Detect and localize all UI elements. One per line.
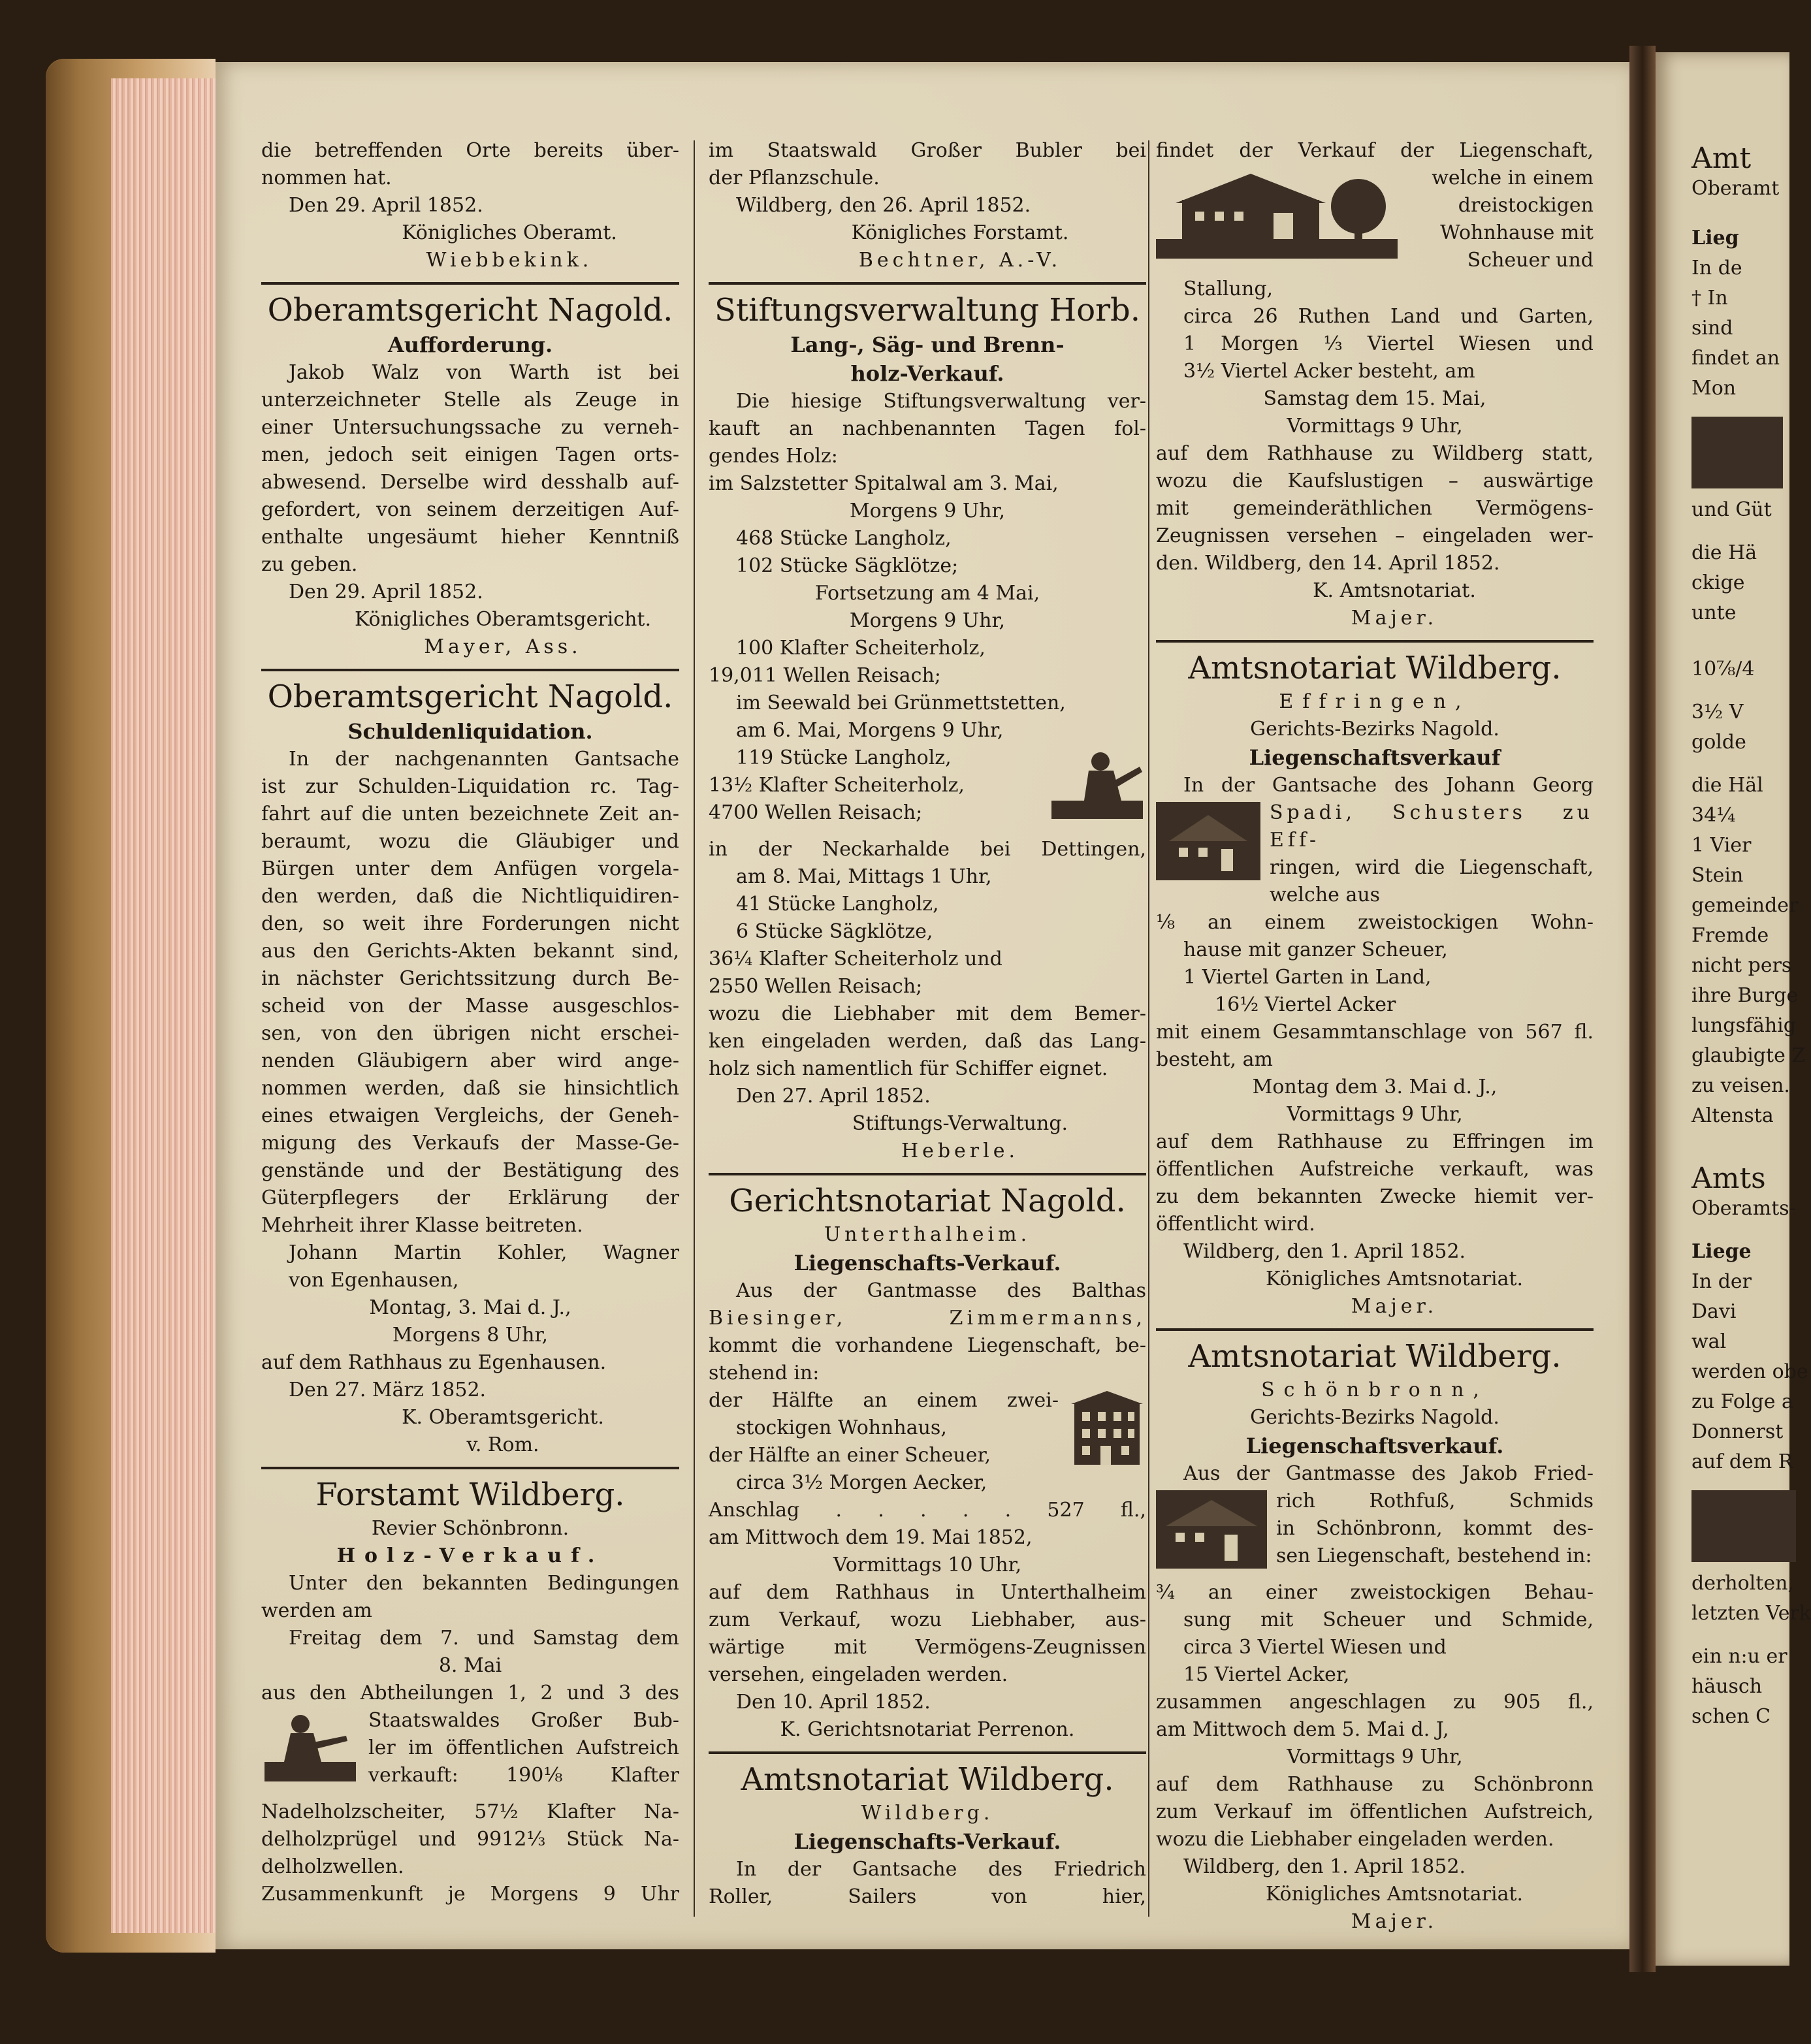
- signature-office: Königliches Forstamt.: [851, 221, 1069, 244]
- signature-office: Königliches Oberamt.: [402, 221, 617, 244]
- notice-subheading: Gerichts-Bezirks Nagold.: [1250, 718, 1499, 741]
- text-fragment: unte: [1691, 601, 1737, 624]
- text-line: circa 26 Ruthen Land und Garten,: [1183, 305, 1594, 328]
- text-line: auf dem Rathhause zu Effringen im: [1156, 1130, 1594, 1153]
- text-fragment: In de: [1691, 257, 1742, 279]
- text-line: sen, von den übrigen nicht erschei-: [261, 1022, 679, 1045]
- text-line: auf dem Rathhause zu Wildberg statt,: [1156, 442, 1594, 465]
- column-separator-1: [694, 140, 695, 1917]
- text-fragment: Amts: [1691, 1162, 1766, 1195]
- signature-name: v. Rom.: [466, 1433, 539, 1456]
- text-line: nommen werden, daß sie hinsichtlich: [261, 1077, 679, 1100]
- text-line: nenden Gläubigern aber wird ange-: [261, 1049, 679, 1072]
- text-line: wärtige mit Vermögens-Zeugnissen: [709, 1636, 1146, 1659]
- text-line: den werden, daß die Nichtliquidiren-: [261, 885, 679, 908]
- date-time-line: Morgens 8 Uhr,: [392, 1324, 549, 1347]
- text-line: verkauft: 190⅛ Klafter: [368, 1764, 679, 1787]
- text-line: Montag dem 3. Mai d. J.,: [1252, 1076, 1498, 1098]
- text-line: In der Gantsache des Friedrich: [736, 1858, 1146, 1881]
- text-fragment: Oberamts-: [1691, 1197, 1796, 1220]
- text-line: Freitag dem 7. und Samstag dem: [289, 1627, 679, 1650]
- text-line: gendes Holz:: [709, 445, 838, 468]
- notice-divider: [1156, 1328, 1594, 1331]
- date-line: Wildberg, den 26. April 1852.: [736, 194, 1031, 217]
- woodcutter-woodcut: [1048, 747, 1146, 833]
- text-line: scheid von der Masse ausgeschlos-: [261, 995, 679, 1017]
- notice-subheading: Gerichts-Bezirks Nagold.: [1250, 1406, 1499, 1429]
- text-line: 36¼ Klafter Scheiterholz und: [709, 948, 1002, 970]
- notice-subheading: Lang-, Säg- und Brenn-: [790, 332, 1065, 357]
- text-fragment: ckige: [1691, 571, 1745, 594]
- text-line: Jakob Walz von Warth ist bei: [289, 361, 679, 384]
- date-line: Den 10. April 1852.: [736, 1691, 931, 1714]
- notice-divider: [261, 669, 679, 671]
- notice-heading: Amtsnotariat Wildberg.: [1188, 650, 1562, 686]
- text-line: die betreffenden Orte bereits über-: [261, 139, 679, 162]
- date-line: Wildberg, den 1. April 1852.: [1183, 1855, 1466, 1878]
- notice-title: Liegenschaftsverkauf: [1249, 745, 1501, 770]
- notice-divider: [1156, 640, 1594, 643]
- text-line: aus den Abtheilungen 1, 2 und 3 des: [261, 1682, 679, 1704]
- text-line: einer Untersuchungssache zu verneh-: [261, 416, 679, 439]
- text-line: delholzprügel und 9912⅓ Stück Na-: [261, 1828, 679, 1851]
- column-separator-2: [1148, 140, 1149, 1917]
- notice-subheading: Revier Schönbronn.: [371, 1517, 569, 1540]
- text-line: Bürgen unter dem Anfügen vorgela-: [261, 857, 679, 880]
- text-line: eines etwaigen Vergleichs, der Geneh-: [261, 1104, 679, 1127]
- text-line: Roller, Sailers von hier,: [709, 1885, 1146, 1908]
- notice-divider: [261, 1467, 679, 1469]
- text-fragment: zu veisen.: [1691, 1074, 1790, 1097]
- signature-office: Stiftungs-Verwaltung.: [852, 1112, 1068, 1135]
- text-fragment: auf dem R: [1691, 1450, 1793, 1473]
- text-line: am 6. Mai, Morgens 9 Uhr,: [736, 719, 1004, 742]
- text-line: gefordert, von seinem derzeitigen Auf-: [261, 498, 679, 521]
- text-line: 8. Mai: [438, 1654, 502, 1677]
- text-line: Morgens 9 Uhr,: [849, 609, 1006, 632]
- text-line: findet der Verkauf der Liegenschaft,: [1156, 139, 1594, 162]
- text-line: sen Liegenschaft, bestehend in:: [1276, 1544, 1592, 1567]
- person-line: Johann Martin Kohler, Wagner: [289, 1241, 679, 1264]
- text-line: der Pflanzschule.: [709, 167, 880, 189]
- text-line: der Hälfte an einer Scheuer,: [709, 1444, 991, 1467]
- text-fragment: und Güt: [1691, 498, 1772, 521]
- text-line: Vormittags 9 Uhr,: [1287, 1103, 1463, 1126]
- text-line: auf dem Rathhaus in Unterthalheim: [709, 1581, 1146, 1604]
- notice-title: Holz-Verkauf.: [336, 1544, 604, 1567]
- text-line: welche in einem: [1432, 167, 1594, 189]
- text-line: zum Verkauf, wozu Liebhaber, aus-: [709, 1608, 1146, 1631]
- text-line: aus den Gerichts-Akten bekannt sind,: [261, 940, 679, 963]
- text-fragment: 3½ V: [1691, 701, 1744, 724]
- text-fragment: ein n:u er: [1691, 1645, 1787, 1668]
- signature-name: Majer.: [1351, 1910, 1438, 1933]
- text-line: 19,011 Wellen Reisach;: [709, 664, 941, 687]
- text-fragment: Altensta: [1691, 1104, 1774, 1127]
- text-line: Wohnhause mit: [1440, 221, 1594, 244]
- text-line: Zusammenkunft je Morgens 9 Uhr: [261, 1883, 679, 1906]
- text-line: Vormittags 10 Uhr,: [833, 1554, 1022, 1576]
- text-line: Spadi, Schusters zu Eff-: [1270, 801, 1594, 852]
- signature-office: Königliches Oberamtsgericht.: [354, 608, 652, 631]
- notice-title: Liegenschafts-Verkauf.: [793, 1251, 1061, 1275]
- text-line: rich Rothfuß, Schmids: [1276, 1490, 1594, 1512]
- text-fragment: die Hä: [1691, 541, 1757, 564]
- text-line: Staatswaldes Großer Bub-: [368, 1709, 679, 1732]
- text-line: nommen hat.: [261, 167, 392, 189]
- cottage-woodcut: [1156, 802, 1260, 888]
- text-line: kauft an nachbenannten Tagen fol-: [709, 417, 1146, 440]
- text-line: in nächster Gerichtssitzung durch Be-: [261, 967, 679, 990]
- text-line: circa 3 Viertel Wiesen und: [1183, 1636, 1447, 1659]
- village-woodcut: [1691, 1490, 1796, 1562]
- text-line: circa 3½ Morgen Aecker,: [736, 1471, 987, 1494]
- text-line: den, so weit ihre Forderungen nicht: [261, 912, 679, 935]
- signature-name: Majer.: [1351, 1295, 1438, 1318]
- text-line: ⅛ an einem zweistockigen Wohn-: [1156, 911, 1594, 934]
- woodcutter-woodcut: [261, 1710, 359, 1796]
- signature-office: Königliches Amtsnotariat.: [1265, 1268, 1524, 1290]
- page-edges: [111, 78, 216, 1933]
- text-line: im Salzstetter Spitalwal am 3. Mai,: [709, 472, 1059, 495]
- text-line: in Schönbronn, kommt des-: [1276, 1517, 1594, 1540]
- notice-heading: Gerichtsnotariat Nagold.: [729, 1183, 1126, 1219]
- text-fragment: golde: [1691, 731, 1746, 754]
- text-line: öffentlichen Aufstreiche verkauft, was: [1156, 1158, 1594, 1181]
- text-line: 15 Viertel Acker,: [1183, 1663, 1350, 1686]
- text-line: am 8. Mai, Mittags 1 Uhr,: [736, 865, 992, 888]
- text-fragment: nicht pers: [1691, 954, 1792, 977]
- text-fragment: werden obe: [1691, 1360, 1808, 1383]
- text-line: unterzeichneter Stelle als Zeuge in: [261, 389, 679, 411]
- text-line: 4700 Wellen Reisach;: [709, 801, 923, 824]
- column-1: [261, 137, 679, 1908]
- notice-amtsnotariat-wildberg-effringen: [1156, 648, 1594, 1320]
- text-line: Anschlag . . . . . 527 fl.,: [709, 1499, 1146, 1522]
- text-line: ken eingeladen werden, daß das Lang-: [709, 1030, 1146, 1053]
- text-line: Aus der Gantmasse des Jakob Fried-: [1183, 1462, 1594, 1485]
- text-line: versehen, eingeladen werden.: [709, 1663, 1008, 1686]
- text-fragment: 10⅞/4: [1691, 658, 1755, 680]
- text-fragment: glaubigte Z: [1691, 1044, 1806, 1067]
- text-line: Güterpflegers der Erklärung der: [261, 1187, 679, 1209]
- text-fragment: derholten,: [1691, 1572, 1794, 1595]
- date-time-line: Montag, 3. Mai d. J.,: [369, 1296, 571, 1319]
- text-fragment: Amt: [1691, 142, 1752, 175]
- text-line: Zeugnissen versehen – eingeladen wer-: [1156, 524, 1594, 547]
- notice-heading: Amtsnotariat Wildberg.: [741, 1761, 1114, 1798]
- text-line: 119 Stücke Langholz,: [736, 746, 952, 769]
- notice-divider: [261, 282, 679, 285]
- text-line: der Hälfte an einem zwei-: [709, 1389, 1059, 1412]
- text-fragment: die Häl: [1691, 774, 1763, 797]
- text-line: am Mittwoch dem 5. Mai d. J,: [1156, 1718, 1449, 1741]
- text-line: öffentlicht wird.: [1156, 1213, 1315, 1236]
- text-fragment: Mon: [1691, 377, 1737, 400]
- text-line: Biesinger, Zimmermanns,: [709, 1307, 1146, 1330]
- signature-name: Wiebbekink.: [426, 249, 593, 272]
- text-line: welche aus: [1270, 884, 1381, 906]
- next-page-fragment: [1656, 52, 1811, 1966]
- text-fragment: 34¼: [1691, 804, 1736, 827]
- notice-title: Liegenschaftsverkauf.: [1245, 1433, 1504, 1458]
- date-line: Den 27. April 1852.: [736, 1085, 931, 1108]
- notice-forstamt-holzverkauf: [261, 1475, 679, 1908]
- text-line: in der Neckarhalde bei Dettingen,: [709, 838, 1146, 861]
- notice-heading: Stiftungsverwaltung Horb.: [714, 292, 1141, 328]
- text-line: In der Gantsache des Johann Georg: [1183, 774, 1594, 797]
- text-line: In der nachgenannten Gantsache: [289, 748, 679, 771]
- text-line: holz sich namentlich für Schiffer eignet.: [709, 1057, 1108, 1080]
- text-fragment: findet an: [1691, 347, 1780, 370]
- notice-divider: [709, 1173, 1146, 1175]
- notice-gerichtsnotariat-nagold: [709, 1181, 1146, 1744]
- date-line: Wildberg, den 1. April 1852.: [1183, 1240, 1466, 1263]
- text-fragment: gemeinder: [1691, 894, 1799, 917]
- text-line: den. Wildberg, den 14. April 1852.: [1156, 552, 1500, 575]
- text-line: migung des Verkaufs der Masse-Ge-: [261, 1132, 679, 1155]
- text-line: 100 Klafter Scheiterholz,: [736, 637, 986, 660]
- signature-name: Mayer, Ass.: [424, 635, 582, 658]
- text-line: ¾ an einer zweistockigen Behau-: [1156, 1581, 1594, 1604]
- date-line: Den 29. April 1852.: [289, 581, 483, 603]
- text-line: mit gemeinderäthlichen Vermögens-: [1156, 497, 1594, 520]
- text-line: hause mit ganzer Scheuer,: [1183, 938, 1448, 961]
- text-fragment: Oberamt: [1691, 177, 1780, 200]
- text-line: Mehrheit ihrer Klasse beitreten.: [261, 1214, 583, 1237]
- text-fragment: häusch: [1691, 1675, 1763, 1698]
- text-line: am Mittwoch dem 19. Mai 1852,: [709, 1526, 1033, 1549]
- text-line: 468 Stücke Langholz,: [736, 527, 952, 550]
- text-line: Aus der Gantmasse des Balthas: [736, 1279, 1146, 1302]
- notice-subheading: Effringen,: [1279, 690, 1471, 713]
- cottage-woodcut: [1156, 1490, 1267, 1576]
- text-line: wozu die Liebhaber mit dem Bemer-: [709, 1002, 1146, 1025]
- text-fragment: zu Folge a: [1691, 1390, 1793, 1413]
- notice-heading: Oberamtsgericht Nagold.: [267, 679, 673, 715]
- signature-name: Majer.: [1351, 607, 1438, 630]
- text-line: Stallung,: [1183, 278, 1274, 300]
- text-fragment: schen C: [1691, 1705, 1771, 1728]
- text-fragment: Liege: [1691, 1240, 1752, 1263]
- farmhouse-woodcut: [1156, 167, 1398, 273]
- signature-office: Königliches Amtsnotariat.: [1265, 1883, 1524, 1906]
- text-line: wozu die Liebhaber eingeladen werden.: [1156, 1828, 1554, 1851]
- person-line: von Egenhausen,: [289, 1269, 459, 1292]
- book-gutter: [1629, 46, 1656, 1972]
- text-line: Vormittags 9 Uhr,: [1287, 1746, 1463, 1768]
- notice-amtsnotariat-wildberg-roller: [709, 1759, 1146, 1911]
- notice-subheading: Aufforderung.: [387, 332, 553, 357]
- text-fragment: Stein: [1691, 864, 1744, 887]
- notice-heading: Forstamt Wildberg.: [315, 1477, 625, 1513]
- text-line: Die hiesige Stiftungsverwaltung ver-: [736, 390, 1146, 413]
- text-fragment: Donnerst: [1691, 1420, 1784, 1443]
- text-line: sung mit Scheuer und Schmide,: [1183, 1608, 1594, 1631]
- text-line: ringen, wird die Liegenschaft,: [1270, 856, 1594, 879]
- notice-subheading: Schönbronn,: [1261, 1379, 1488, 1401]
- notice-divider: [709, 1751, 1146, 1754]
- text-line: Samstag dem 15. Mai,: [1263, 387, 1486, 410]
- signature-office: K. Oberamtsgericht.: [402, 1406, 604, 1429]
- text-line: zum Verkauf im öffentlichen Aufstreich,: [1156, 1800, 1594, 1823]
- house-woodcut: [1691, 417, 1783, 488]
- notice-heading: Oberamtsgericht Nagold.: [267, 292, 673, 328]
- text-line: 16½ Viertel Acker: [1215, 993, 1396, 1016]
- text-fragment: ihre Burge: [1691, 984, 1799, 1007]
- notice-subheading: Schuldenliquidation.: [347, 719, 593, 744]
- text-line: men, jedoch seit einigen Tagen orts-: [261, 443, 679, 466]
- notice-oberamtsgericht-aufforderung: [261, 290, 679, 661]
- text-fragment: In der: [1691, 1270, 1752, 1293]
- text-fragment: Davi: [1691, 1300, 1737, 1323]
- text-line: 2550 Wellen Reisach;: [709, 975, 923, 998]
- text-line: 1 Morgen ⅓ Viertel Wiesen und: [1183, 332, 1594, 355]
- text-line: enthalte ungesäumt hieher Kenntniß: [261, 526, 679, 549]
- date-line: Den 27. März 1852.: [289, 1379, 487, 1401]
- text-line: beraumt, wozu die Gläubiger und: [261, 830, 679, 853]
- text-line: 41 Stücke Langholz,: [736, 893, 939, 916]
- text-fragment: † In: [1691, 287, 1728, 310]
- text-line: fahrt auf die unten bezeichnete Zeit an-: [261, 803, 679, 825]
- text-line: auf dem Rathhause zu Schönbronn: [1156, 1773, 1594, 1796]
- text-fragment: letzten Verk: [1691, 1602, 1811, 1625]
- notice-subheading: Unterthalheim.: [824, 1223, 1031, 1246]
- text-fragment: 1 Vier: [1691, 834, 1752, 857]
- text-line: 6 Stücke Sägklötze,: [736, 920, 933, 943]
- text-line: abwesend. Derselbe wird desshalb auf-: [261, 471, 679, 494]
- signature-office: K. Gerichtsnotariat Perrenon.: [780, 1718, 1075, 1741]
- text-line: 1 Viertel Garten in Land,: [1183, 966, 1432, 989]
- text-line: delholzwellen.: [261, 1855, 404, 1878]
- notice-stiftungsverwaltung-horb: [709, 290, 1146, 1165]
- notice-heading: Amtsnotariat Wildberg.: [1188, 1338, 1562, 1375]
- notice-oberamtsgericht-schuldenliquidation: [261, 677, 679, 1459]
- text-fragment: lungsfähig: [1691, 1014, 1796, 1037]
- signature-name: Heberle.: [901, 1140, 1019, 1162]
- text-line: zusammen angeschlagen zu 905 fl.,: [1156, 1691, 1594, 1714]
- place-line: auf dem Rathhaus zu Egenhausen.: [261, 1351, 607, 1374]
- text-fragment: wal: [1691, 1330, 1727, 1353]
- notice-amtsnotariat-wildberg-schoenbronn: [1156, 1336, 1594, 1936]
- text-line: Morgens 9 Uhr,: [849, 500, 1006, 522]
- text-line: Fortsetzung am 4 Mai,: [814, 582, 1040, 605]
- signature-name: Bechtner, A.-V.: [858, 249, 1062, 272]
- text-fragment: sind: [1691, 317, 1733, 340]
- date-line: Den 29. April 1852.: [289, 194, 483, 217]
- text-line: im Seewald bei Grünmettstetten,: [736, 692, 1066, 714]
- text-line: im Staatswald Großer Bubler bei: [709, 139, 1146, 162]
- text-line: Nadelholzscheiter, 57½ Klafter Na-: [261, 1800, 679, 1823]
- text-line: ist zur Schulden-Liquidation rc. Tag-: [261, 775, 679, 798]
- text-line: mit einem Gesammtanschlage von 567 fl.: [1156, 1021, 1594, 1044]
- text-line: Scheuer und: [1467, 249, 1594, 272]
- text-line: 3½ Viertel Acker besteht, am: [1183, 360, 1475, 383]
- text-line: werden am: [261, 1599, 372, 1622]
- text-line: besteht, am: [1156, 1048, 1273, 1071]
- text-line: kommt die vorhandene Liegenschaft, be-: [709, 1334, 1146, 1357]
- text-line: 13½ Klafter Scheiterholz,: [709, 774, 965, 797]
- text-fragment: Lieg: [1691, 227, 1739, 249]
- notice-subheading: holz-Verkauf.: [850, 361, 1004, 386]
- notice-subheading: Wildberg.: [861, 1802, 994, 1825]
- text-line: stehend in:: [709, 1362, 820, 1384]
- text-line: stockigen Wohnhaus,: [736, 1416, 947, 1439]
- text-line: zu dem bekannten Zwecke hiemit ver-: [1156, 1185, 1594, 1208]
- text-line: ler im öffentlichen Aufstreich: [368, 1736, 679, 1759]
- notice-title: Liegenschafts-Verkauf.: [793, 1829, 1061, 1854]
- signature-office: K. Amtsnotariat.: [1313, 579, 1476, 602]
- text-line: 102 Stücke Sägklötze;: [736, 554, 959, 577]
- text-line: zu geben.: [261, 553, 358, 576]
- column-2: [709, 137, 1146, 1911]
- text-line: Unter den bekannten Bedingungen: [289, 1572, 679, 1595]
- text-fragment: Fremde: [1691, 924, 1769, 947]
- text-line: wozu die Kaufslustigen – auswärtige: [1156, 470, 1594, 492]
- text-line: dreistockigen: [1458, 194, 1594, 217]
- column-3: [1156, 137, 1594, 1936]
- notice-divider: [709, 282, 1146, 285]
- house-woodcut: [1068, 1390, 1146, 1476]
- text-line: genstände und der Bestätigung des: [261, 1159, 679, 1182]
- text-line: Vormittags 9 Uhr,: [1287, 415, 1463, 438]
